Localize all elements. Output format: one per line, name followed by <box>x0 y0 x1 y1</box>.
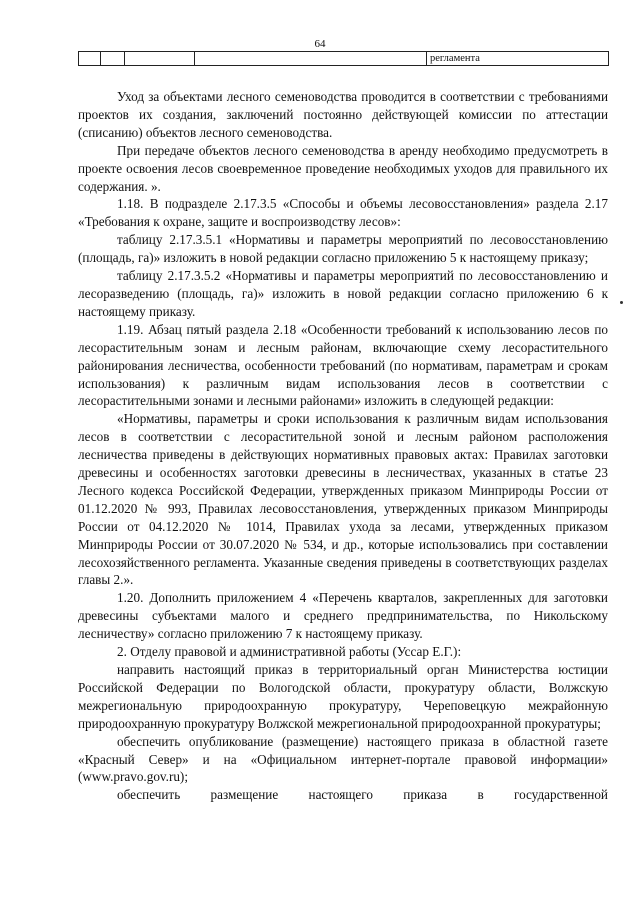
paragraph: Уход за объектами лесного семеноводства проводится в соответствии с требованиями проектов их создания, заключений постоянно действующей комиссии по аттестации (списанию) объектов лесного семеноводства. <box>78 89 608 140</box>
table-cell: регламента <box>427 52 609 66</box>
paragraph: обеспечить размещение настоящего приказа в государственной <box>117 787 608 803</box>
header-table <box>78 51 609 66</box>
paragraph: таблицу 2.17.3.5.1 «Нормативы и параметры мероприятий по лесовосстановлению (площадь, га)» изложить в новой редакции согласно приложению 5 к настоящему приказу; <box>78 232 608 266</box>
paragraph: 1.20. Дополнить приложением 4 «Перечень кварталов, закрепленных для заготовки древесины субъектами малого и среднего предпринимательства, по Никольскому лесничеству» согласно приложению 7 к настоящему приказу. <box>78 590 608 642</box>
table-cell <box>195 52 427 66</box>
paragraph: 1.18. В подразделе 2.17.3.5 «Способы и объемы лесовосстановления» раздела 2.17 «Требования к охране, защите и воспроизводству лесов»: <box>78 196 608 230</box>
page-number: 64 <box>314 38 326 50</box>
table-cell <box>79 52 101 66</box>
paragraph: 1.19. Абзац пятый раздела 2.18 «Особенности требований к использованию лесов по лесорастительным зонам и лесным районам, включающие схему лесорастительного районирования лесничества, особенности требований (по нормативам, параметрам и срокам использования) к различным видам использования лесов в соответствии с лесорастительными зонами и лесными районами» изложить в следующей редакции: <box>78 321 608 409</box>
paragraph: При передаче объектов лесного семеноводства в аренду необходимо предусмотреть в проекте освоения лесов своевременное проведение необходимых уходов для правильного их содержания. ». <box>78 142 608 194</box>
table-cell <box>125 52 195 66</box>
paragraph: таблицу 2.17.3.5.2 «Нормативы и параметры мероприятий по лесовосстановлению и лесоразведению (площадь, га)» изложить в новой редакции согласно приложению 6 к настоящему приказу. <box>78 268 608 319</box>
paragraph: 2. Отделу правовой и административной работы (Уссар Е.Г.): <box>117 644 462 660</box>
table-cell <box>101 52 125 66</box>
paragraph: направить настоящий приказ в территориальный орган Министерства юстиции Российской Федерации по Вологодской области, прокуратуру области, Волжскую межрегиональную природоохранную прокуратуру, Череповецкую межрайонную природоохранную прокуратуру Волжской межрегиональной природоохранной прокуратуры; <box>78 662 608 731</box>
paragraph: «Нормативы, параметры и сроки использования к различным видам использования лесов в соответствии с лесорастительной зоной и лесным районом расположения лесничества приведены в действующих нормативных правовых актах: Правилах заготовки древесины и особенностях заготовки древесины в лесничествах, указанных в статье 23 Лесного кодекса Российской Федерации, утвержденных приказом Минприроды России от 01.12.2020 № 993, Правилах лесовосстановления, утвержденных приказом Минприроды России от 04.12.2020 № 1014, Правилах ухода за лесами, утвержденных приказом Минприроды России от 30.07.2020 № 534, и др., которые использовались при составлении лесохозяйственного регламента. Указанные сведения приведены в соответствующих разделах главы 2.». <box>78 411 608 588</box>
paragraph: обеспечить опубликование (размещение) настоящего приказа в областной газете «Красный Север» и на «Официальном интернет-портале правовой информации» (www.pravo.gov.ru); <box>78 733 608 785</box>
margin-dot <box>620 301 623 304</box>
table-row <box>79 52 609 66</box>
document-body <box>78 88 608 804</box>
